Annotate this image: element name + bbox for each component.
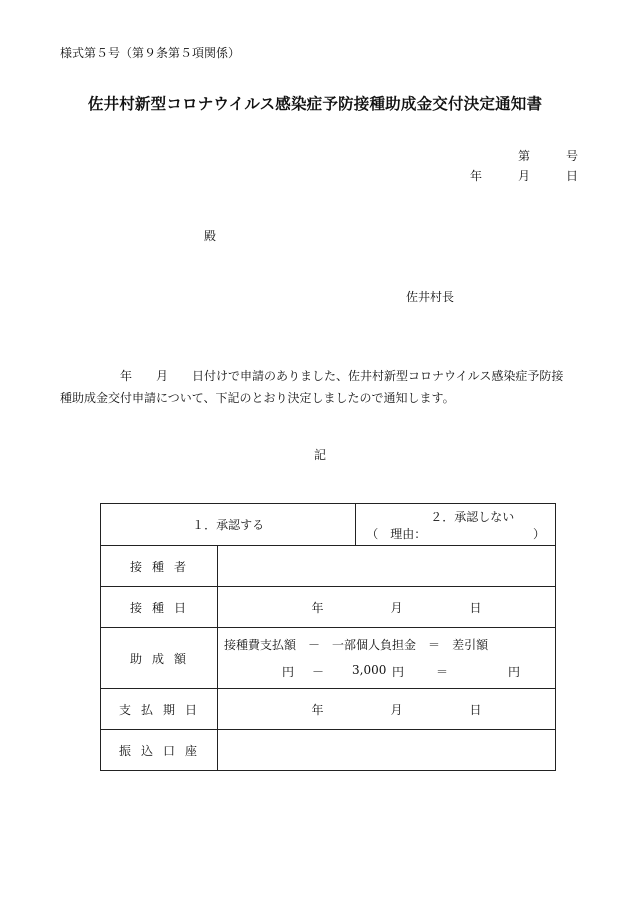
body-year: 年 (120, 369, 133, 383)
date-year: 年 (311, 600, 324, 615)
subsidy-value-cell (218, 628, 556, 689)
approve-option: １．承認する (192, 518, 265, 532)
issue-date-month: 月 (518, 169, 531, 183)
date-parts (218, 599, 555, 616)
body-line1: 日付けで申請のありました、佐井村新型コロナウイルス感染症予防接 (192, 369, 564, 383)
issue-date-year: 年 (470, 169, 483, 183)
amount-yen-1: 円 (282, 665, 295, 679)
calc-minus: － (308, 638, 321, 652)
row-label-date: 接種日 (101, 587, 218, 628)
ki-heading: 記 (314, 448, 327, 462)
subsidy-formula (218, 636, 555, 653)
body-line2: 種助成金交付申請について、下記のとおり決定しましたので通知します。 (60, 391, 455, 405)
form-number-label: 様式第５号（第９条第５項関係） (60, 46, 241, 60)
recipient-honorific: 殿 (204, 229, 217, 243)
document-title: 佐井村新型コロナウイルス感染症予防接種助成金交付決定通知書 (87, 94, 543, 113)
issue-date-day: 日 (566, 169, 579, 183)
amount-minus: － (312, 665, 325, 679)
amount-equals: ＝ (436, 665, 449, 679)
amount-yen-3: 円 (508, 665, 521, 679)
reason-close: ） (532, 526, 545, 541)
row-label-payday: 支払期日 (101, 689, 218, 730)
not-approve-option: ２．承認しない (430, 509, 515, 524)
doc-number-go: 号 (566, 149, 579, 163)
calc-equals: ＝ (428, 638, 441, 652)
account-value-cell (218, 730, 556, 771)
date-value-cell (218, 587, 556, 628)
date-month: 月 (390, 600, 403, 615)
not-approve-cell (356, 504, 556, 546)
calc-payment: 接種費支払額 (224, 638, 297, 652)
decision-table (100, 503, 556, 771)
amount-yen-2: 円 (392, 665, 405, 679)
recipient-value-cell (218, 546, 556, 587)
payday-month: 月 (390, 702, 403, 717)
calc-difference: 差引額 (452, 638, 489, 652)
row-label-account: 振込口座 (101, 730, 218, 771)
notice-body (60, 365, 580, 409)
payday-year: 年 (311, 702, 324, 717)
payday-parts (218, 701, 555, 718)
calc-self-pay: 一部個人負担金 (332, 638, 417, 652)
reason-line (356, 525, 555, 542)
subsidy-amounts (218, 663, 555, 680)
doc-number-dai: 第 (518, 149, 531, 163)
body-month: 月 (156, 369, 169, 383)
date-day: 日 (469, 600, 482, 615)
row-label-subsidy: 助成額 (101, 628, 218, 689)
payday-day: 日 (469, 702, 482, 717)
row-label-recipient: 接種者 (101, 546, 218, 587)
reason-open: （ 理由： (366, 526, 427, 541)
approve-cell (101, 504, 356, 546)
issuer-name: 佐井村長 (406, 290, 455, 304)
self-pay-amount: 3,000 (352, 663, 387, 677)
payday-value-cell (218, 689, 556, 730)
